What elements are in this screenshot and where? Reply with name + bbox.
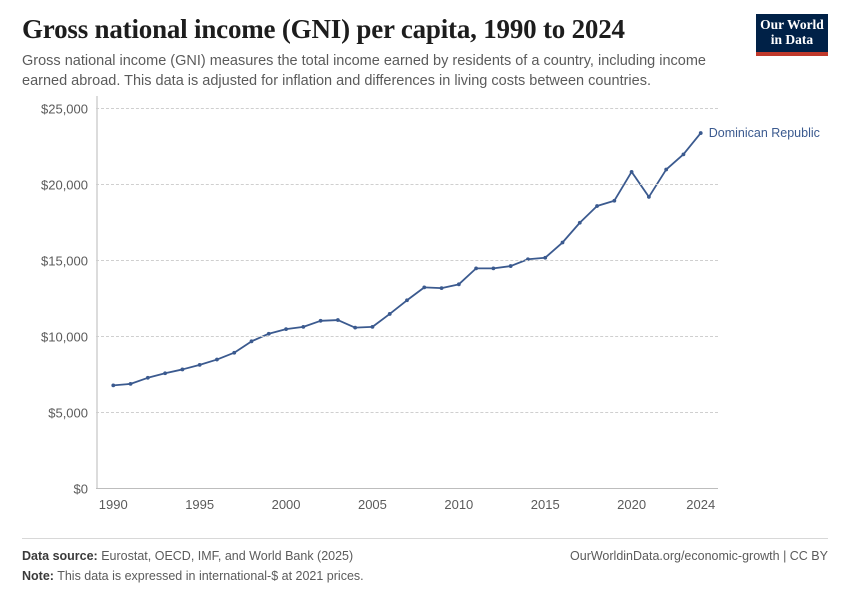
y-axis-tick-label: $20,000 <box>41 177 88 193</box>
owid-logo[interactable] <box>756 14 828 56</box>
note-value: This data is expressed in international-$ at 2021 prices. <box>57 568 364 583</box>
data-source <box>22 547 353 566</box>
y-axis-tick-label: $10,000 <box>41 329 88 345</box>
x-axis-tick-label: 2000 <box>271 497 301 512</box>
logo-line-2: in Data <box>770 31 814 47</box>
x-axis-tick-label: 2024 <box>686 497 716 512</box>
gridline <box>41 329 718 345</box>
y-axis-tick-label: $15,000 <box>41 253 88 269</box>
chart-note <box>22 567 828 586</box>
plot-region[interactable] <box>41 101 820 512</box>
series-end-label[interactable]: Dominican Republic <box>708 126 820 141</box>
gridline <box>41 101 718 117</box>
x-axis-tick-label: 2010 <box>444 497 474 512</box>
x-axis-tick-label: 1995 <box>185 497 215 512</box>
data-source-value: Eurostat, OECD, IMF, and World Bank (2025) <box>101 549 354 564</box>
page-subtitle: Gross national income (GNI) measures the total income earned by residents of a country, including income earned abroad. This data is adjusted for inflation and differences in living costs between countries. <box>22 53 706 90</box>
chart-footer <box>22 538 828 586</box>
x-axis-tick-label: 2020 <box>617 497 647 512</box>
series-line-dominican-republic <box>96 108 718 488</box>
page-title: Gross national income (GNI) per capita, 1990 to 2024 <box>22 14 625 44</box>
y-axis-tick-label: $0 <box>73 481 88 497</box>
chart-area[interactable] <box>22 96 828 536</box>
chart-header <box>22 14 828 91</box>
y-axis-tick-label: $5,000 <box>48 405 88 421</box>
x-axis-tick-label: 2005 <box>357 497 387 512</box>
gridline <box>73 481 718 497</box>
gridline <box>41 253 718 269</box>
x-axis-tick-label: 1990 <box>98 497 128 512</box>
x-axis-tick-label: 2015 <box>530 497 560 512</box>
logo-line-1: Our World <box>760 17 824 32</box>
note-label: Note: <box>22 568 54 583</box>
gridline <box>41 177 718 193</box>
attribution[interactable]: OurWorldinData.org/economic-growth | CC BY <box>570 549 828 564</box>
gridline <box>48 405 718 421</box>
y-axis-tick-label: $25,000 <box>41 101 88 117</box>
data-source-label: Data source: <box>22 549 98 564</box>
